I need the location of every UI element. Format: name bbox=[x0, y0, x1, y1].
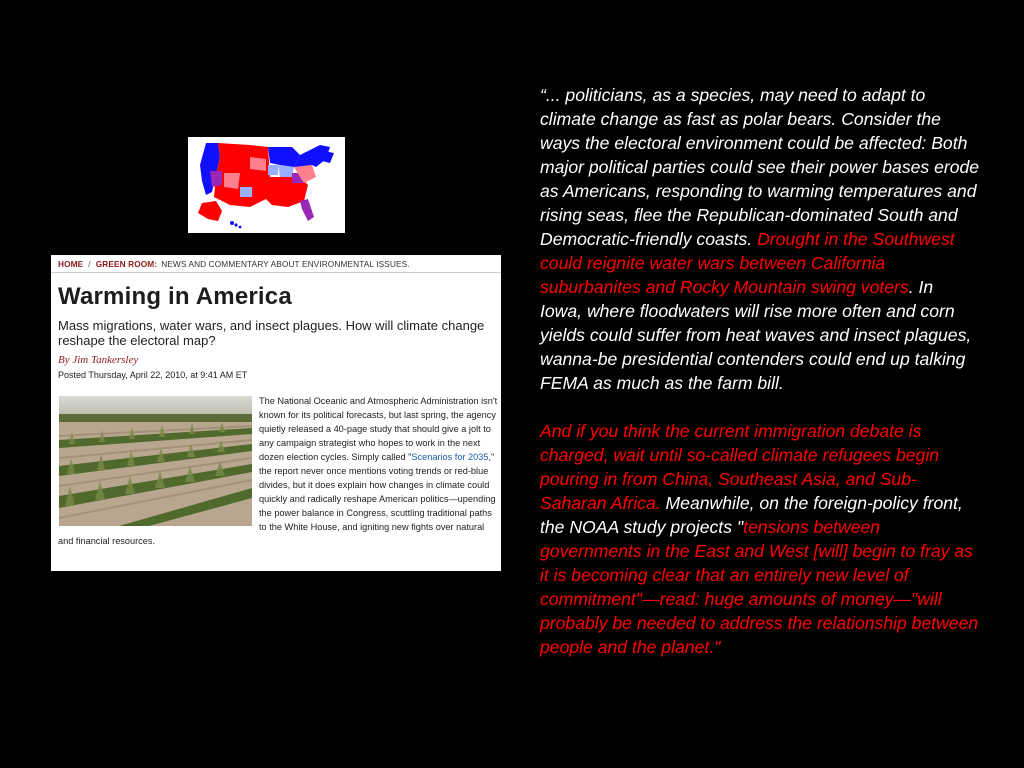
article-timestamp: Posted Thursday, April 22, 2010, at 9:41 AM ET bbox=[58, 370, 248, 380]
quote-p2-highlight-a: And if you think the current immigration debate is charged, wait until so-called climate refugees begin pouring in from China, Southeast Asia, and Sub-Saharan Africa. bbox=[540, 421, 940, 513]
article-body-part1: The National Oceanic and Atmospheric Administration isn't known for its political forecasts, but last spring, the agency quietly released a 40-page study that should give a jolt to any campaign strategist who hopes to work in the next dozen election cycles. Simply called " bbox=[259, 396, 498, 462]
breadcrumb-separator: / bbox=[88, 259, 91, 269]
breadcrumb-section-link[interactable]: GREEN ROOM bbox=[95, 259, 155, 269]
quote-p2-highlight-c: tensions between governments in the East and West [will] begin to fray as it is becoming clear that an entirely new level of commitment"—read: huge amounts of money—"will probably be needed to address the relationship between people and the planet." bbox=[540, 517, 979, 657]
us-map-graphic bbox=[188, 137, 345, 233]
breadcrumb-description: NEWS AND COMMENTARY ABOUT ENVIRONMENTAL ISSUES. bbox=[161, 259, 410, 269]
article-byline[interactable]: By Jim Tankersley bbox=[58, 354, 139, 366]
header-divider bbox=[51, 272, 501, 273]
article-body-part2: ," the report never once mentions voting trends or red-blue divides, but it does explain how changes in climate could quickly and radically reshape American politics—upending the power balance in Congress, scuttling traditional paths to the White House, and igniting new fights over natural and financial resources. bbox=[58, 452, 496, 546]
article-clipping bbox=[51, 255, 501, 571]
quote-paragraph-2 bbox=[540, 419, 980, 659]
quote-paragraph-1 bbox=[540, 83, 980, 395]
photo-float-spacer bbox=[58, 394, 259, 534]
breadcrumb bbox=[58, 259, 410, 269]
breadcrumb-colon: : bbox=[154, 259, 158, 269]
quote-column bbox=[540, 83, 980, 683]
quote-p2-text-b: Meanwhile, on the foreign-policy front, the NOAA study projects " bbox=[540, 493, 963, 537]
scenarios-report-link[interactable]: Scenarios for 2035 bbox=[411, 452, 489, 462]
quote-p1-text-a: “... politicians, as a species, may need to adapt to climate change as fast as polar bears. Consider the ways the electoral environment could be affected: Both major political parties could see their power bases erode as Americans, responding to warming temperatures and rising seas, flee the Republican-dominated South and Democratic-friendly coasts. bbox=[540, 85, 980, 249]
us-electoral-map bbox=[188, 137, 345, 233]
quote-p1-text-c: . In Iowa, where floodwaters will rise more often and corn yields could suffer from heat waves and insect plagues, wanna-be presidential contenders could end up talking FEMA as much as the farm bill. bbox=[540, 277, 972, 393]
quote-p1-highlight: Drought in the Southwest could reignite water wars between California suburbanites and Rocky Mountain swing voters bbox=[540, 229, 955, 297]
article-deck: Mass migrations, water wars, and insect plagues. How will climate change reshape the electoral map? bbox=[58, 318, 485, 348]
article-body bbox=[58, 394, 498, 548]
article-headline: Warming in America bbox=[58, 283, 292, 310]
breadcrumb-home-link[interactable]: HOME bbox=[58, 259, 84, 269]
